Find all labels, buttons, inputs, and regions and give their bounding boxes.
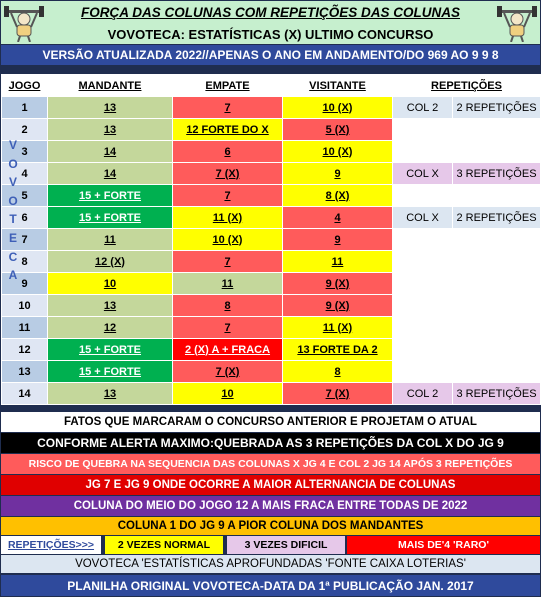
repetition-column-cell [393,295,453,317]
table-row [2,163,541,185]
repetition-column-cell [393,119,453,141]
game-number-cell: 7 [2,229,48,251]
repetition-column-cell [393,339,453,361]
visitante-cell: 4 [283,207,393,229]
table-row [2,251,541,273]
repetition-column-cell: COL X [393,163,453,185]
repetition-column-cell [393,361,453,383]
table-row [2,361,541,383]
repetition-column-cell [393,251,453,273]
weightlifter-mascot-icon [497,2,537,42]
table-row [2,141,541,163]
visitante-cell: 9 [283,163,393,185]
empate-cell: 8 [173,295,283,317]
fact-alternance: JG 7 E JG 9 ONDE OCORRE A MAIOR ALTERNANCIA DE COLUNAS [1,475,540,495]
fact-alert: CONFORME ALERTA MAXIMO:QUEBRADA AS 3 REPETIÇÕES DA COL X DO JG 9 [1,433,540,453]
visitante-cell: 8 (X) [283,185,393,207]
footer-source: VOVOTECA 'ESTATÍSTICAS APROFUNDADAS 'FONTE CAIXA LOTERIAS' [1,555,540,573]
game-number-cell: 6 [2,207,48,229]
table-row [2,119,541,141]
repetition-column-cell: COL 2 [393,383,453,405]
repetition-legend [1,536,540,554]
repetition-column-cell [393,141,453,163]
empate-cell: 6 [173,141,283,163]
page-subtitle: VOVOTECA: ESTATÍSTICAS (X) ULTIMO CONCURSO [1,24,540,44]
visitante-cell: 13 FORTE DA 2 [283,339,393,361]
mandante-cell: 13 [48,383,173,405]
repetition-count-cell [453,317,541,339]
visitante-cell: 10 (X) [283,97,393,119]
mandante-cell: 14 [48,163,173,185]
game-number-cell: 12 [2,339,48,361]
fact-weakest-middle: COLUNA DO MEIO DO JOGO 12 A MAIS FRACA ENTRE TODAS DE 2022 [1,496,540,516]
visitante-cell: 10 (X) [283,141,393,163]
facts-heading: FATOS QUE MARCARAM O CONCURSO ANTERIOR E PROJETAM O ATUAL [1,412,540,432]
game-number-cell: 3 [2,141,48,163]
col-header-repeticoes: REPETIÇÕES [393,75,541,97]
mandante-cell: 12 [48,317,173,339]
legend-dificil: 3 VEZES DIFICIL [227,536,345,554]
empate-cell: 11 [173,273,283,295]
game-number-cell: 2 [2,119,48,141]
game-number-cell: 5 [2,185,48,207]
table-row [2,295,541,317]
game-number-cell: 8 [2,251,48,273]
repetition-count-cell [453,185,541,207]
repetition-count-cell: 2 REPETIÇÕES [453,207,541,229]
visitante-cell: 8 [283,361,393,383]
visitante-cell: 11 (X) [283,317,393,339]
game-number-cell: 14 [2,383,48,405]
mandante-cell: 15 + FORTE [48,361,173,383]
col-header-visitante: VISITANTE [283,75,393,97]
repetition-count-cell [453,119,541,141]
repetition-column-cell: COL 2 [393,97,453,119]
empate-cell: 10 [173,383,283,405]
weightlifter-mascot-icon [4,2,44,42]
table-row [2,317,541,339]
mandante-cell: 11 [48,229,173,251]
footer-credit: PLANILHA ORIGINAL VOVOTECA-DATA DA 1ª PUBLICAÇÃO JAN. 2017 [1,575,540,596]
empate-cell: 7 (X) [173,163,283,185]
col-header-empate: EMPATE [173,75,283,97]
repetition-count-cell [453,273,541,295]
page-title: FORÇA DAS COLUNAS COM REPETIÇÕES DAS COLUNAS [1,1,540,24]
col-header-jogo: JOGO [2,75,48,97]
empate-cell: 7 (X) [173,361,283,383]
mandante-cell: 15 + FORTE [48,185,173,207]
game-number-cell: 9 [2,273,48,295]
mandante-cell: 15 + FORTE [48,339,173,361]
repetition-count-cell [453,229,541,251]
mandante-cell: 12 (X) [48,251,173,273]
table-row [2,97,541,119]
table-header [2,75,541,97]
stats-table [1,74,541,405]
legend-label: REPETIÇÕES>>> [1,536,101,554]
empate-cell: 11 (X) [173,207,283,229]
table-row [2,273,541,295]
game-number-cell: 13 [2,361,48,383]
empate-cell: 7 [173,97,283,119]
legend-raro: MAIS DE'4 'RARO' [347,536,540,554]
empate-cell: 2 (X) A + FRACA [173,339,283,361]
mandante-cell: 15 + FORTE [48,207,173,229]
mandante-cell: 13 [48,97,173,119]
empate-cell: 10 (X) [173,229,283,251]
empate-cell: 7 [173,317,283,339]
version-banner: VERSÃO ATUALIZADA 2022//APENAS O ANO EM ANDAMENTO/DO 969 AO 9 9 8 [1,45,540,65]
visitante-cell: 7 (X) [283,383,393,405]
legend-normal: 2 VEZES NORMAL [105,536,223,554]
table-row [2,229,541,251]
repetition-column-cell [393,185,453,207]
repetition-count-cell: 3 REPETIÇÕES [453,383,541,405]
visitante-cell: 9 (X) [283,273,393,295]
game-number-cell: 4 [2,163,48,185]
game-number-cell: 11 [2,317,48,339]
mandante-cell: 10 [48,273,173,295]
mandante-cell: 13 [48,295,173,317]
repetition-column-cell [393,229,453,251]
table-row [2,339,541,361]
side-label-vovoteca: V O V O T E C A [8,138,18,283]
repetition-count-cell [453,295,541,317]
repetition-count-cell [453,141,541,163]
empate-cell: 7 [173,185,283,207]
visitante-cell: 9 [283,229,393,251]
mandante-cell: 14 [48,141,173,163]
fact-risk: RISCO DE QUEBRA NA SEQUENCIA DAS COLUNAS X JG 4 E COL 2 JG 14 APÓS 3 REPETIÇÕES [1,454,540,474]
visitante-cell: 5 (X) [283,119,393,141]
repetition-count-cell: 3 REPETIÇÕES [453,163,541,185]
empate-cell: 12 FORTE DO X [173,119,283,141]
empate-cell: 7 [173,251,283,273]
game-number-cell: 1 [2,97,48,119]
mandante-cell: 13 [48,119,173,141]
repetition-count-cell [453,251,541,273]
col-header-mandante: MANDANTE [48,75,173,97]
table-row [2,383,541,405]
repetition-column-cell: COL X [393,207,453,229]
fact-worst-home: COLUNA 1 DO JG 9 A PIOR COLUNA DOS MANDANTES [1,517,540,535]
game-number-cell: 10 [2,295,48,317]
repetition-count-cell [453,361,541,383]
repetition-column-cell [393,273,453,295]
repetition-count-cell [453,339,541,361]
visitante-cell: 9 (X) [283,295,393,317]
repetition-count-cell: 2 REPETIÇÕES [453,97,541,119]
table-row [2,185,541,207]
table-row [2,207,541,229]
repetition-column-cell [393,317,453,339]
visitante-cell: 11 [283,251,393,273]
